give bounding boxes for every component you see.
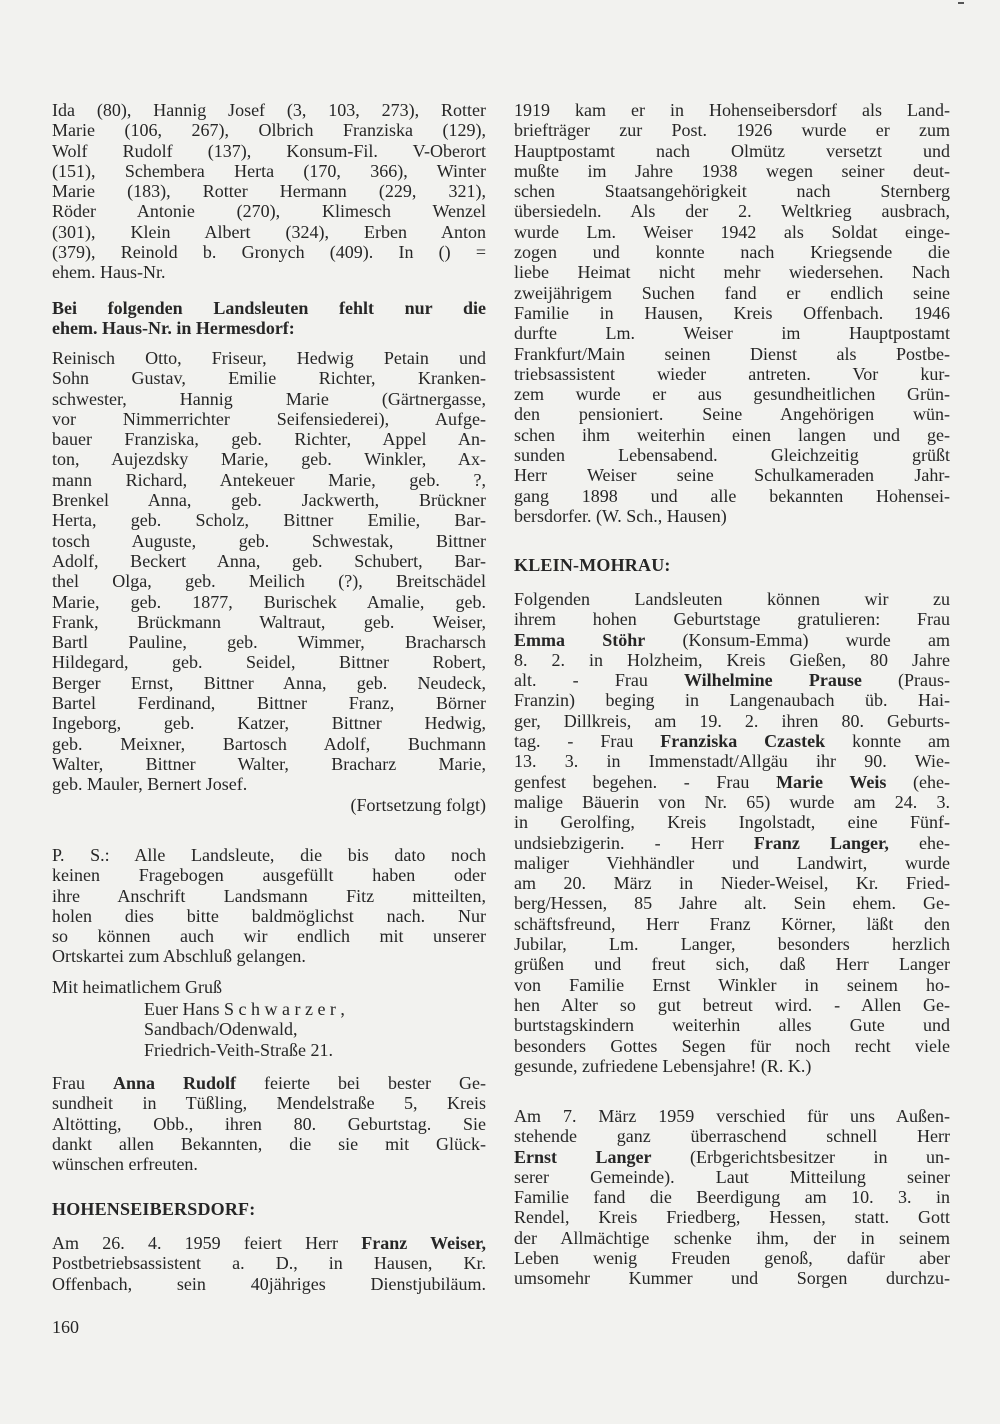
text-line: burtstagskindern weiterhin alles Gute und bbox=[514, 1015, 950, 1036]
text-line: ihrem hohen Geburtstage gratulieren: Frau bbox=[514, 609, 950, 630]
text-line: Adolf, Beckert Anna, geb. Schubert, Bar- bbox=[52, 550, 486, 571]
signature-block bbox=[52, 999, 486, 1060]
bold-name: Franz Weiser, bbox=[361, 1233, 486, 1253]
page-number: 160 bbox=[52, 1317, 79, 1337]
text-line: ehem. Haus-Nr. in Hermesdorf: bbox=[52, 318, 295, 339]
heading-missing-house-numbers bbox=[52, 298, 486, 339]
text-line: Herta, geb. Scholz, Bittner Emilie, Bar- bbox=[52, 510, 486, 531]
text-line: besonders Gottes Segen für noch recht viele bbox=[514, 1035, 950, 1056]
text-line: ger, Dillkreis, am 19. 2. ihren 80. Geburts- bbox=[514, 710, 950, 731]
text-line: Altötting, Obb., ihren 80. Geburtstag. Sie bbox=[52, 1113, 486, 1134]
text-segment: (ehe- bbox=[886, 771, 950, 792]
text-line: (151), Schembera Herta (170, 366), Winter bbox=[52, 160, 486, 181]
text-segment: tag. - Frau bbox=[514, 731, 661, 752]
text-line bbox=[514, 833, 950, 853]
paragraph-franz-weiser bbox=[52, 1233, 486, 1294]
bold-name: Franz Langer, bbox=[753, 832, 889, 853]
closing-wrap bbox=[52, 977, 486, 997]
text-line bbox=[514, 731, 950, 751]
text-segment: Frau bbox=[52, 1073, 113, 1093]
text-line bbox=[52, 1073, 486, 1093]
text-line: berg/Hessen, 85 Jahre alt. Sein ehem. Ge- bbox=[514, 893, 950, 914]
paragraph-ernst-langer bbox=[514, 1106, 950, 1289]
heading-wrap bbox=[52, 1199, 486, 1219]
text-line: Friedrich-Veith-Straße 21. bbox=[144, 1039, 333, 1060]
text-line: schwester, Hannig Marie (Gärtnergasse, bbox=[52, 388, 486, 409]
text-segment: genfest begehen. - Frau bbox=[514, 771, 777, 792]
text-line: Postbetriebsassistent a. D., in Hausen, Kr. bbox=[52, 1253, 486, 1274]
text-line: sunden Lebensabend. Gleichzeitig grüßt bbox=[514, 445, 950, 466]
text-line: Ortskartei zum Abschluß gelangen. bbox=[52, 946, 306, 967]
heading-hohenseibersdorf: HOHENSEIBERSDORF: bbox=[52, 1199, 256, 1219]
text-line: ton, Aujezdsky Marie, geb. Winkler, Ax- bbox=[52, 449, 486, 470]
text-line: mann Richard, Antekeuer Marie, geb. ?, bbox=[52, 469, 486, 490]
text-line: ihre Anschrift Landsmann Fitz mitteilten, bbox=[52, 885, 486, 906]
text-line: Bartel Ferdinand, Bittner Franz, Börner bbox=[52, 693, 486, 714]
text-line: Bei folgenden Landsleuten fehlt nur die bbox=[52, 298, 486, 318]
text-segment: (Konsum-Emma) wurde am bbox=[645, 629, 950, 650]
text-line: grüßen und freut sich, daß Herr Langer bbox=[514, 954, 950, 975]
text-segment: Am 26. 4. 1959 feiert Herr bbox=[52, 1233, 362, 1253]
text-line: keinen Fragebogen ausgefüllt haben oder bbox=[52, 865, 486, 886]
text-line: der Allmächtige schenke ihm, der in seinem bbox=[514, 1227, 950, 1248]
text-line: geb. Mauler, Bernert Josef. bbox=[52, 774, 248, 795]
text-line: gang 1898 und alle bekannten Hohensei- bbox=[514, 485, 950, 506]
text-line: Marie (106, 267), Olbrich Franziska (129), bbox=[52, 120, 486, 141]
text-line: liebe Heimat nicht mehr wiedersehen. Nach bbox=[514, 262, 950, 283]
text-line: schäftsfreund, Herr Franz Körner, läßt den bbox=[514, 913, 950, 934]
heading-klein-mohrau: KLEIN-MOHRAU: bbox=[514, 555, 671, 575]
text-line bbox=[514, 1147, 950, 1167]
text-line: Hauptpostamt nach Olmütz versetzt und bbox=[514, 140, 950, 161]
heading-wrap-2 bbox=[514, 555, 950, 575]
text-line: umsomehr Kummer und Sorgen durchzu- bbox=[514, 1268, 950, 1289]
text-line: Franzin) beging in Langenaubach üb. Hai- bbox=[514, 690, 950, 711]
text-line: in Gerolfing, Kreis Ingolstadt, eine Fünf- bbox=[514, 812, 950, 833]
bold-name: Marie Weis bbox=[776, 771, 887, 792]
closing-greeting: Mit heimatlichem Gruß bbox=[52, 977, 222, 997]
continued-note-wrap bbox=[52, 795, 486, 815]
text-line: so können auch wir endlich mit unserer bbox=[52, 926, 486, 947]
text-line: mußte im Jahre 1938 wegen seiner deut- bbox=[514, 160, 950, 181]
text-line: dankt allen Bekannten, die sie mit Glück- bbox=[52, 1133, 486, 1154]
text-line: 8. 2. in Holzheim, Kreis Gießen, 80 Jahre bbox=[514, 649, 950, 670]
bold-name: Ernst Langer bbox=[514, 1146, 652, 1167]
text-line: bauer Franziska, geb. Richter, Appel An- bbox=[52, 429, 486, 450]
text-line: am 20. März in Nieder-Weisel, Kr. Fried- bbox=[514, 873, 950, 894]
text-segment: konnte am bbox=[825, 731, 950, 752]
bold-name: Wilhelmine Prause bbox=[684, 670, 862, 691]
paragraph-postscript bbox=[52, 845, 486, 967]
text-segment: ehe- bbox=[888, 832, 950, 853]
bold-name: Anna Rudolf bbox=[113, 1073, 237, 1093]
text-line: Sohn Gustav, Emilie Richter, Kranken- bbox=[52, 368, 486, 389]
text-line: übersiedeln. Als der 2. Weltkrieg ausbrach, bbox=[514, 201, 950, 222]
text-line: Ingeborg, geb. Katzer, Bittner Hedwig, bbox=[52, 713, 486, 734]
text-line: Leben wenig Freuden genoß, dafür aber bbox=[514, 1248, 950, 1269]
text-line: (379), Reinold b. Gronych (409). In () = bbox=[52, 242, 486, 263]
text-line: stehende ganz überraschend schnell Herr bbox=[514, 1126, 950, 1147]
bold-name: Franziska Czastek bbox=[660, 731, 826, 752]
text-line: Marie, geb. 1877, Burischek Amalie, geb. bbox=[52, 591, 486, 612]
text-line: schen Staatsangehörigkeit nach Sternberg bbox=[514, 181, 950, 202]
text-line: holen dies bitte baldmöglichst nach. Nur bbox=[52, 905, 486, 926]
text-segment: undsiebzigerin. - Herr bbox=[514, 832, 754, 853]
text-segment: (Praus- bbox=[861, 670, 950, 691]
text-line: Bartl Pauline, geb. Wimmer, Bracharsch bbox=[52, 632, 486, 653]
text-line: triebsassistent wieder antreten. Vor kur- bbox=[514, 363, 950, 384]
text-segment: alt. - Frau bbox=[514, 670, 684, 691]
text-line: bersdorfer. (W. Sch., Hausen) bbox=[514, 505, 727, 526]
bold-name: Emma Stöhr bbox=[514, 629, 646, 650]
text-line: Am 7. März 1959 verschied für uns Außen- bbox=[514, 1106, 950, 1126]
text-line bbox=[514, 670, 950, 690]
text-line: vor Nimmerrichter Seifensiederei), Aufge- bbox=[52, 408, 486, 429]
text-line: hen Alter so gut betreut wird. - Allen Ge- bbox=[514, 994, 950, 1015]
text-line: Brenkel Anna, geb. Jackwerth, Brückner bbox=[52, 490, 486, 511]
text-line: serer Gemeinde). Laut Mitteilung seiner bbox=[514, 1166, 950, 1187]
paragraph-anna-rudolf bbox=[52, 1073, 486, 1174]
text-line: von Familie Ernst Winkler in seinem ho- bbox=[514, 974, 950, 995]
text-line: malige Bäuerin von Nr. 65) wurde am 24. 3. bbox=[514, 791, 950, 812]
text-line: wünschen erfreuten. bbox=[52, 1154, 198, 1175]
text-line: Sandbach/Odenwald, bbox=[144, 1019, 298, 1040]
text-line: Walter, Bittner Walter, Bracharz Marie, bbox=[52, 753, 486, 774]
text-line: durfte Lm. Weiser im Hauptpostamt bbox=[514, 323, 950, 344]
text-line: Jubilar, Lm. Langer, besonders herzlich bbox=[514, 934, 950, 955]
text-line: zem wurde er aus gesundheitlichen Grün- bbox=[514, 384, 950, 405]
text-line: ehem. Haus-Nr. bbox=[52, 262, 166, 283]
text-line bbox=[514, 630, 950, 650]
text-line: Familie in Hausen, Kreis Offenbach. 1946 bbox=[514, 302, 950, 323]
text-segment: (Erbgerichtsbesitzer in un- bbox=[651, 1146, 950, 1167]
text-line: thel Olga, geb. Meilich (?), Breitschädel bbox=[52, 571, 486, 592]
text-line: Röder Antonie (270), Klimesch Wenzel bbox=[52, 201, 486, 222]
text-line: sundheit in Tüßling, Mendelstraße 5, Kreis bbox=[52, 1093, 486, 1114]
text-line: Marie (183), Rotter Hermann (229, 321), bbox=[52, 181, 486, 202]
text-line: P. S.: Alle Landsleute, die bis dato noch bbox=[52, 845, 486, 865]
text-line: 13. 3. in Immenstadt/Allgäu ihr 90. Wie- bbox=[514, 751, 950, 772]
continued-note: (Fortsetzung folgt) bbox=[350, 795, 486, 815]
paragraph-weiser-biography bbox=[514, 100, 950, 526]
text-line: gesunde, zufriedene Lebensjahre! (R. K.) bbox=[514, 1055, 812, 1076]
text-line: Hildegard, geb. Seidel, Bittner Robert, bbox=[52, 652, 486, 673]
text-line: Frankfurt/Main seinen Dienst als Postbe- bbox=[514, 343, 950, 364]
text-line: zweijährigem Suchen fand er endlich seine bbox=[514, 282, 950, 303]
text-line: Herr Weiser seine Schulkameraden Jahr- bbox=[514, 465, 950, 486]
text-line: Folgenden Landsleuten können wir zu bbox=[514, 589, 950, 609]
scan-mark bbox=[958, 2, 964, 4]
paragraph-house-numbers bbox=[52, 100, 486, 283]
text-line: Rendel, Kreis Friedberg, Hessen, statt. Gott bbox=[514, 1207, 950, 1228]
text-line: den pensioniert. Seine Angehörigen wün- bbox=[514, 404, 950, 425]
text-line bbox=[514, 772, 950, 792]
text-segment: feierte bei bester Ge- bbox=[236, 1073, 486, 1093]
text-line: Euer Hans S c h w a r z e r , bbox=[144, 999, 345, 1019]
text-line: (301), Klein Albert (324), Erben Anton bbox=[52, 221, 486, 242]
text-line: geb. Meixner, Bartosch Adolf, Buchmann bbox=[52, 733, 486, 754]
text-line: tosch Auguste, geb. Schwestak, Bittner bbox=[52, 530, 486, 551]
text-line: briefträger zur Post. 1926 wurde er zum bbox=[514, 120, 950, 141]
text-line: Offenbach, sein 40jähriges Dienstjubiläum. bbox=[52, 1273, 486, 1294]
text-line: Berger Ernst, Bittner Anna, geb. Neudeck, bbox=[52, 672, 486, 693]
paragraph-hermesdorf-list bbox=[52, 348, 486, 795]
text-line: Ida (80), Hannig Josef (3, 103, 273), Rotter bbox=[52, 100, 486, 120]
text-line bbox=[52, 1233, 486, 1253]
text-line: maliger Viehhändler und Landwirt, wurde bbox=[514, 852, 950, 873]
text-line: Familie fand die Beerdigung am 10. 3. in bbox=[514, 1187, 950, 1208]
text-line: zogen und konnte nach Kriegsende die bbox=[514, 242, 950, 263]
text-line: 1919 kam er in Hohenseibersdorf als Land- bbox=[514, 100, 950, 120]
text-line: schen ihm weiterhin einen langen und ge- bbox=[514, 424, 950, 445]
paragraph-birthdays bbox=[514, 589, 950, 1076]
text-line: Wolf Rudolf (137), Konsum-Fil. V-Oberort bbox=[52, 140, 486, 161]
text-line: wurde Lm. Weiser 1942 als Soldat einge- bbox=[514, 221, 950, 242]
text-line: Reinisch Otto, Friseur, Hedwig Petain und bbox=[52, 348, 486, 368]
text-line: Frank, Brückmann Waltraut, geb. Weiser, bbox=[52, 611, 486, 632]
